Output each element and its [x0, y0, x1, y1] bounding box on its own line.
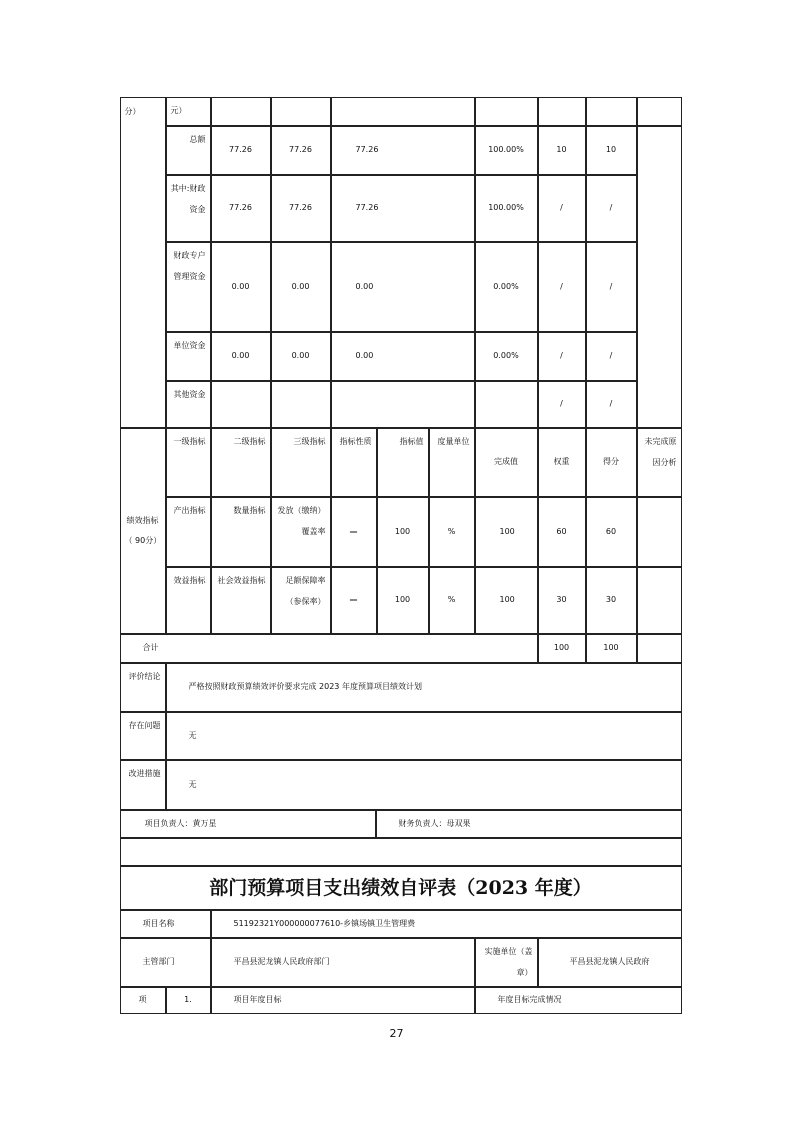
rate-cell: 100.00%: [475, 126, 538, 175]
goal-done-label: 年度目标完成情况: [475, 987, 682, 1014]
project-name: 51192321Y000000077610-乡镇场镇卫生管理费: [211, 910, 682, 938]
empty-cell: [271, 97, 331, 126]
row-label: 项: [120, 987, 166, 1014]
indicator-score: 30: [586, 567, 637, 634]
value-cell: 77.26: [331, 126, 475, 175]
header-cell: 完成值: [475, 428, 538, 497]
finance-lead: 财务负责人：母双果: [376, 810, 682, 838]
score-cell: /: [586, 332, 637, 381]
value-cell: 77.26: [271, 175, 331, 242]
rate-cell: 0.00%: [475, 332, 538, 381]
total-label: 合计: [120, 634, 538, 663]
indicator-l3: 足额保障率（参保率）: [271, 567, 331, 634]
empty-cell: [331, 381, 475, 428]
indicator-value: 100: [377, 497, 429, 567]
empty-cell: [637, 97, 682, 126]
row-label: 财政专户管理资金: [166, 242, 211, 332]
value-cell: 0.00: [271, 242, 331, 332]
empty-cell: [637, 126, 682, 428]
header-cell: 得分: [586, 428, 637, 497]
project-lead: 项目负责人：黄万星: [120, 810, 376, 838]
weight-cell: /: [538, 381, 586, 428]
value-cell: 77.26: [331, 175, 475, 242]
empty-cell: [637, 634, 682, 663]
indicator-l1: 效益指标: [166, 567, 211, 634]
empty-row: [120, 838, 682, 866]
value-cell: 0.00: [331, 332, 475, 381]
impl-unit: 平昌县泥龙镇人民政府: [538, 938, 682, 987]
value-cell: 0.00: [211, 332, 271, 381]
rate-cell: 0.00%: [475, 242, 538, 332]
indicator-score: 60: [586, 497, 637, 567]
value-cell: 0.00: [211, 242, 271, 332]
header-cell: 指标性质: [331, 428, 377, 497]
empty-cell: [538, 97, 586, 126]
score-cell: /: [586, 242, 637, 332]
header-cell: 三级指标: [271, 428, 331, 497]
project-name-label: 项目名称: [120, 910, 211, 938]
indicator-nature: —: [331, 567, 377, 634]
empty-cell: [475, 97, 538, 126]
value-cell: 0.00: [271, 332, 331, 381]
measures-label: 改进措施: [120, 760, 166, 810]
indicator-unit: %: [429, 567, 475, 634]
form-title: 部门预算项目支出绩效自评表（2023 年度）: [120, 866, 682, 910]
page-number: 27: [389, 1027, 404, 1040]
indicator-done: 100: [475, 497, 538, 567]
unit-cell: 元）: [166, 97, 211, 126]
empty-cell: [211, 381, 271, 428]
indicator-l2: 社会效益指标: [211, 567, 271, 634]
empty-cell: [331, 97, 475, 126]
total-weight: 100: [538, 634, 586, 663]
header-cell: 二级指标: [211, 428, 271, 497]
indicator-nature: —: [331, 497, 377, 567]
indicator-weight: 30: [538, 567, 586, 634]
conclusion-label: 评价结论: [120, 663, 166, 712]
weight-cell: 10: [538, 126, 586, 175]
weight-cell: /: [538, 242, 586, 332]
row-label: 单位资金: [166, 332, 211, 381]
indicators-section-label: 绩效指标（ 90分）: [120, 428, 166, 634]
header-cell: 未完成原因分析: [637, 428, 682, 497]
rate-cell: 100.00%: [475, 175, 538, 242]
value-cell: 77.26: [211, 175, 271, 242]
empty-cell: [211, 97, 271, 126]
problems-label: 存在问题: [120, 712, 166, 760]
header-cell: 指标值: [377, 428, 429, 497]
indicator-done: 100: [475, 567, 538, 634]
score-cell: 分）: [120, 97, 166, 428]
indicator-value: 100: [377, 567, 429, 634]
impl-label: 实施单位（盖章）: [475, 938, 538, 987]
value-cell: 77.26: [271, 126, 331, 175]
empty-cell: [475, 381, 538, 428]
indicator-unit: %: [429, 497, 475, 567]
weight-cell: /: [538, 175, 586, 242]
indicator-weight: 60: [538, 497, 586, 567]
row-label: 总额: [166, 126, 211, 175]
score-cell: 10: [586, 126, 637, 175]
goal-label: 项目年度目标: [211, 987, 475, 1014]
indicator-l3: 发放（缴纳）覆盖率: [271, 497, 331, 567]
header-cell: 权重: [538, 428, 586, 497]
indicator-l1: 产出指标: [166, 497, 211, 567]
measures-text: 无: [166, 760, 682, 810]
problems-text: 无: [166, 712, 682, 760]
row-label: 其中:财政资金: [166, 175, 211, 242]
row-number: 1.: [166, 987, 211, 1014]
score-cell: /: [586, 175, 637, 242]
dept-label: 主管部门: [120, 938, 211, 987]
weight-cell: /: [538, 332, 586, 381]
empty-cell: [637, 567, 682, 634]
total-score: 100: [586, 634, 637, 663]
header-cell: 度量单位: [429, 428, 475, 497]
empty-cell: [586, 97, 637, 126]
row-label: 其他资金: [166, 381, 211, 428]
empty-cell: [271, 381, 331, 428]
indicator-l2: 数量指标: [211, 497, 271, 567]
empty-cell: [637, 497, 682, 567]
conclusion-text: 严格按照财政预算绩效评价要求完成 2023 年度预算项目绩效计划: [166, 663, 682, 712]
header-cell: 一级指标: [166, 428, 211, 497]
value-cell: 0.00: [331, 242, 475, 332]
dept: 平昌县泥龙镇人民政府部门: [211, 938, 475, 987]
value-cell: 77.26: [211, 126, 271, 175]
score-cell: /: [586, 381, 637, 428]
